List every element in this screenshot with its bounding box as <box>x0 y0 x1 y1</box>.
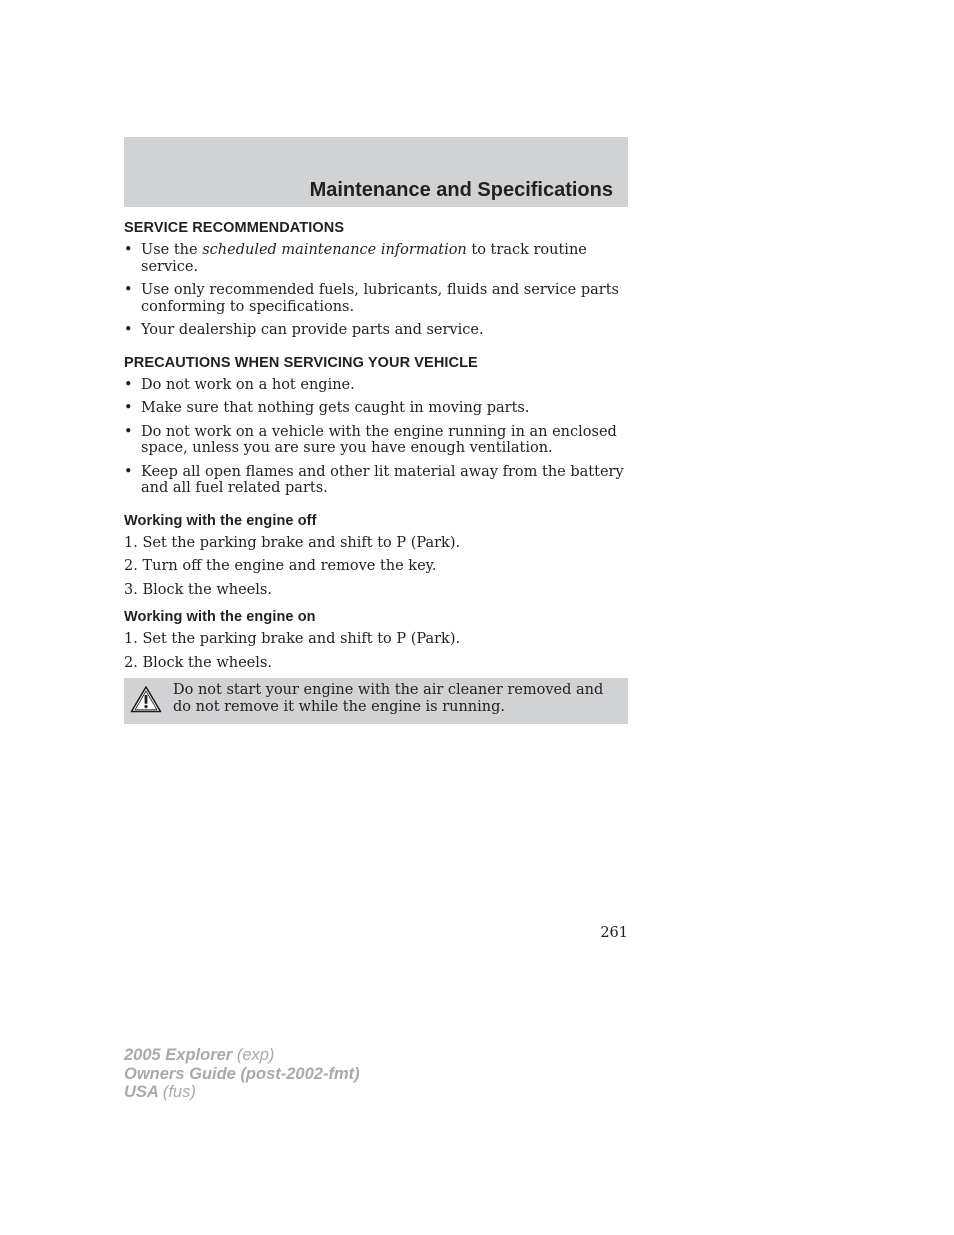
list-item: • Do not work on a vehicle with the engine running in an enclosed space, unless you are sure you have enough ventilation. <box>124 423 617 456</box>
bullet-icon: • <box>124 376 133 393</box>
bullet-icon: • <box>124 242 133 258</box>
engine-off-section <box>124 513 628 599</box>
list-item: • Keep all open flames and other lit material away from the battery and all fuel related parts. <box>124 463 624 496</box>
warning-text: Do not start your engine with the air cleaner removed and do not remove it while the engine is running. <box>173 682 604 715</box>
bullet-icon: • <box>124 463 133 480</box>
list-item: • Use only recommended fuels, lubricants, fluids and service parts conforming to specifications. <box>124 282 619 315</box>
list-item: • Use the scheduled maintenance information to track routine service. <box>124 242 587 275</box>
emphasis-text: scheduled maintenance information <box>202 242 467 258</box>
precautions-heading: PRECAUTIONS WHEN SERVICING YOUR VEHICLE <box>124 354 478 371</box>
section-title: Maintenance and Specifications <box>309 179 613 201</box>
engine-on-section <box>124 609 628 671</box>
bullet-icon: • <box>124 400 133 416</box>
section-header-band <box>124 137 628 207</box>
service-recommendations-section <box>124 220 628 339</box>
service-list <box>124 242 628 339</box>
list-item: 3. Block the wheels. <box>124 581 272 598</box>
list-item: • Your dealership can provide parts and service. <box>124 322 484 338</box>
precautions-list <box>124 377 628 497</box>
list-item: • Do not work on a hot engine. <box>124 376 355 393</box>
bullet-icon: • <box>124 423 133 440</box>
bullet-icon: • <box>124 282 133 298</box>
list-item: 1. Set the parking brake and shift to P (Park). <box>124 534 461 551</box>
precautions-section <box>124 355 628 497</box>
engine-on-heading: Working with the engine on <box>124 609 316 625</box>
list-item: 1. Set the parking brake and shift to P (Park). <box>124 631 461 647</box>
service-heading: SERVICE RECOMMENDATIONS <box>124 220 345 236</box>
list-item: 2. Block the wheels. <box>124 654 272 671</box>
engine-off-steps <box>124 535 628 599</box>
list-item: • Make sure that nothing gets caught in moving parts. <box>124 400 530 416</box>
footer-line-3: USA (fus) <box>124 1083 196 1101</box>
footer-line-2: Owners Guide (post-2002-fmt) <box>124 1064 360 1083</box>
page-number: 261 <box>600 925 628 941</box>
footer-line-1: 2005 Explorer (exp) <box>124 1046 275 1064</box>
document-footer <box>124 1046 360 1102</box>
bullet-icon: • <box>124 322 133 338</box>
warning-box <box>124 678 628 724</box>
engine-off-heading: Working with the engine off <box>124 512 317 529</box>
list-item: 2. Turn off the engine and remove the key. <box>124 558 437 574</box>
engine-on-steps <box>124 631 628 671</box>
warning-triangle-icon <box>129 684 163 718</box>
page-content <box>124 220 628 724</box>
